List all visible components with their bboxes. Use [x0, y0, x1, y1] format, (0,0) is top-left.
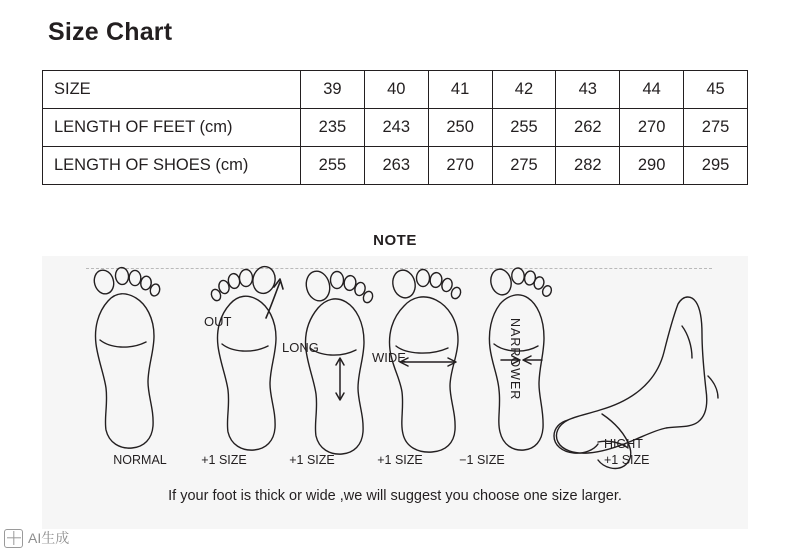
foot-label-long: +1 SIZE — [289, 453, 335, 467]
row-label: SIZE — [43, 71, 301, 109]
table-cell: 275 — [492, 147, 556, 185]
foot-inner-label-out: OUT — [204, 314, 232, 329]
table-cell: 275 — [684, 109, 748, 147]
table-row — [43, 109, 748, 147]
foot-label-out: +1 SIZE — [201, 453, 247, 467]
foot-label-narrower: −1 SIZE — [459, 453, 505, 467]
size-table — [42, 70, 748, 185]
table-cell: 39 — [301, 71, 365, 109]
foot-label-wide: +1 SIZE — [377, 453, 423, 467]
table-cell: 41 — [428, 71, 492, 109]
table-cell: 255 — [492, 109, 556, 147]
row-label: LENGTH OF FEET (cm) — [43, 109, 301, 147]
table-cell: 270 — [428, 147, 492, 185]
table-cell: 250 — [428, 109, 492, 147]
hight-label-line1: HIGHT — [604, 437, 643, 451]
table-cell: 270 — [620, 109, 684, 147]
foot-normal — [92, 267, 162, 448]
watermark — [0, 525, 77, 551]
foot-long — [303, 269, 374, 454]
page-title: Size Chart — [48, 18, 173, 46]
note-panel — [42, 256, 748, 529]
table-row — [43, 71, 748, 109]
table-cell: 42 — [492, 71, 556, 109]
foot-inner-label-narrower: NARROWER — [508, 318, 522, 401]
table-cell: 290 — [620, 147, 684, 185]
watermark-text: AI生成 — [28, 530, 70, 546]
table-cell: 282 — [556, 147, 620, 185]
foot-inner-label-wide: WIDE — [372, 350, 406, 365]
foot-out — [210, 265, 283, 451]
table-cell: 295 — [684, 147, 748, 185]
table-cell: 44 — [620, 71, 684, 109]
table-cell: 262 — [556, 109, 620, 147]
watermark-logo-icon — [4, 529, 23, 548]
table-cell: 45 — [684, 71, 748, 109]
foot-label-normal: NORMAL — [113, 453, 167, 467]
foot-label-hight — [604, 436, 650, 468]
foot-inner-label-long: LONG — [282, 340, 319, 355]
row-label: LENGTH OF SHOES (cm) — [43, 147, 301, 185]
table-cell: 243 — [364, 109, 428, 147]
table-cell: 43 — [556, 71, 620, 109]
note-footer-text: If your foot is thick or wide ,we will suggest you choose one size larger. — [168, 488, 622, 504]
table-cell: 263 — [364, 147, 428, 185]
hight-label-line2: +1 SIZE — [604, 453, 650, 467]
table-row — [43, 147, 748, 185]
table-cell: 40 — [364, 71, 428, 109]
table-cell: 235 — [301, 109, 365, 147]
note-heading: NOTE — [373, 232, 417, 249]
table-cell: 255 — [301, 147, 365, 185]
